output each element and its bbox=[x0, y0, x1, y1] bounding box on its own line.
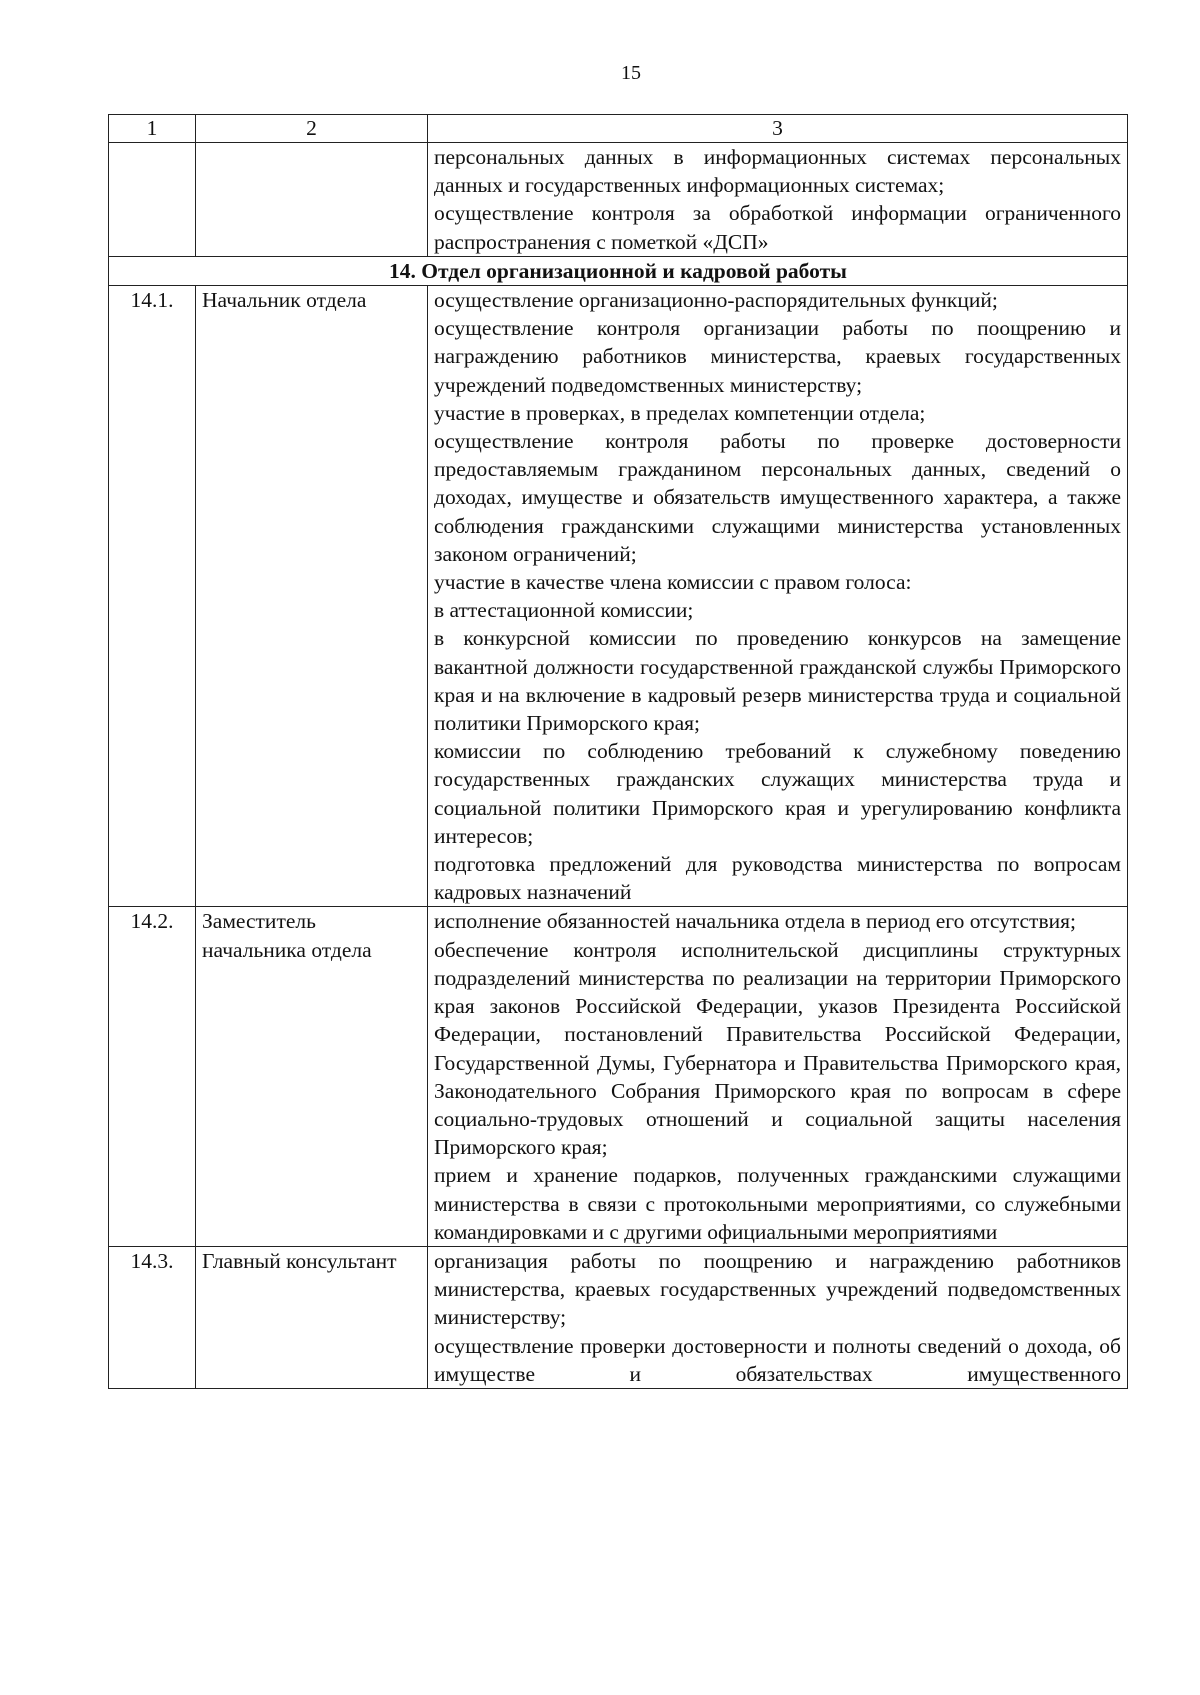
table-row bbox=[109, 1246, 1128, 1388]
row-position: Главный консультант bbox=[196, 1246, 428, 1388]
row-duties bbox=[428, 286, 1128, 907]
duty-item: организация работы по поощрению и награждению работников министерства, краевых государственных учреждений подведомственных министерству; bbox=[434, 1248, 1121, 1330]
duty-item: осуществление контроля за обработкой информации ограниченного распространения с пометкой «ДСП» bbox=[434, 201, 1121, 254]
duty-item: в аттестационной комиссии; bbox=[434, 598, 694, 623]
duty-item: персональных данных в информационных системах персональных данных и государственных информационных системах; bbox=[434, 145, 1121, 198]
duty-item: осуществление контроля организации работы по поощрению и награждению работников министерства, краевых государственных учреждений подведомственных министерству; bbox=[434, 316, 1121, 397]
page-number: 15 bbox=[621, 62, 641, 84]
duty-item: осуществление проверки достоверности и полноты сведений о дохода, об имуществе и обязательствах имущественного bbox=[434, 1333, 1121, 1386]
row-position: Заместитель начальника отдела bbox=[196, 907, 428, 1246]
section-title: 14. Отдел организационной и кадровой работы bbox=[109, 256, 1128, 285]
continuation-position bbox=[196, 143, 428, 257]
row-number: 14.2. bbox=[109, 907, 196, 1246]
duty-item: прием и хранение подарков, полученных гражданскими служащими министерства в связи с протокольными мероприятиями, со служебными командировками и с другими официальными мероприятиями bbox=[434, 1163, 1121, 1244]
duty-item: комиссии по соблюдению требований к служебному поведению государственных гражданских служащих министерства труда и социальной политики Приморского края и урегулированию конфликта интересов; bbox=[434, 739, 1121, 848]
continuation-row bbox=[109, 143, 1128, 257]
duty-item: подготовка предложений для руководства министерства по вопросам кадровых назначений bbox=[434, 852, 1121, 905]
duty-item: участие в проверках, в пределах компетенции отдела; bbox=[434, 400, 926, 425]
table-row bbox=[109, 286, 1128, 907]
continuation-num bbox=[109, 143, 196, 257]
duty-item: в конкурсной комиссии по проведению конкурсов на замещение вакантной должности государственной гражданской службы Приморского края и на включение в кадровый резерв министерства труда и социальной политики Приморского края; bbox=[434, 626, 1121, 736]
header-col-1: 1 bbox=[109, 115, 196, 143]
header-col-3: 3 bbox=[428, 115, 1128, 143]
row-number: 14.3. bbox=[109, 1246, 196, 1388]
row-duties bbox=[428, 1246, 1128, 1388]
duty-item: участие в качестве члена комиссии с правом голоса: bbox=[434, 570, 912, 595]
row-position: Начальник отдела bbox=[196, 286, 428, 907]
row-duties bbox=[428, 907, 1128, 1246]
duty-item: исполнение обязанностей начальника отдела в период его отсутствия; bbox=[434, 909, 1076, 934]
row-number: 14.1. bbox=[109, 286, 196, 907]
table-row bbox=[109, 907, 1128, 1246]
section-row bbox=[109, 256, 1128, 285]
duty-item: осуществление контроля работы по проверке достоверности предоставляемым гражданином персональных данных, сведений о доходах, имуществе и обязательств имущественного характера, а также соблюдения гражданскими служащими министерства установленных законом ограничений; bbox=[434, 429, 1121, 566]
table-header-row bbox=[109, 115, 1128, 143]
duty-item: обеспечение контроля исполнительской дисциплины структурных подразделений министерства по реализации на территории Приморского края законов Российской Федерации, указов Президента Российской Федерации, постановлений Правительства Российской Федерации, Государственной Думы, Губернатора и Правительства Приморского края, Законодательного Собрания Приморского края по вопросам в сфере социально-трудовых отношений и социальной защиты населения Приморского края; bbox=[434, 937, 1121, 1160]
duties-table bbox=[108, 114, 1128, 1389]
continuation-duties bbox=[428, 143, 1128, 257]
duty-item: осуществление организационно-распорядительных функций; bbox=[434, 288, 998, 313]
header-col-2: 2 bbox=[196, 115, 428, 143]
